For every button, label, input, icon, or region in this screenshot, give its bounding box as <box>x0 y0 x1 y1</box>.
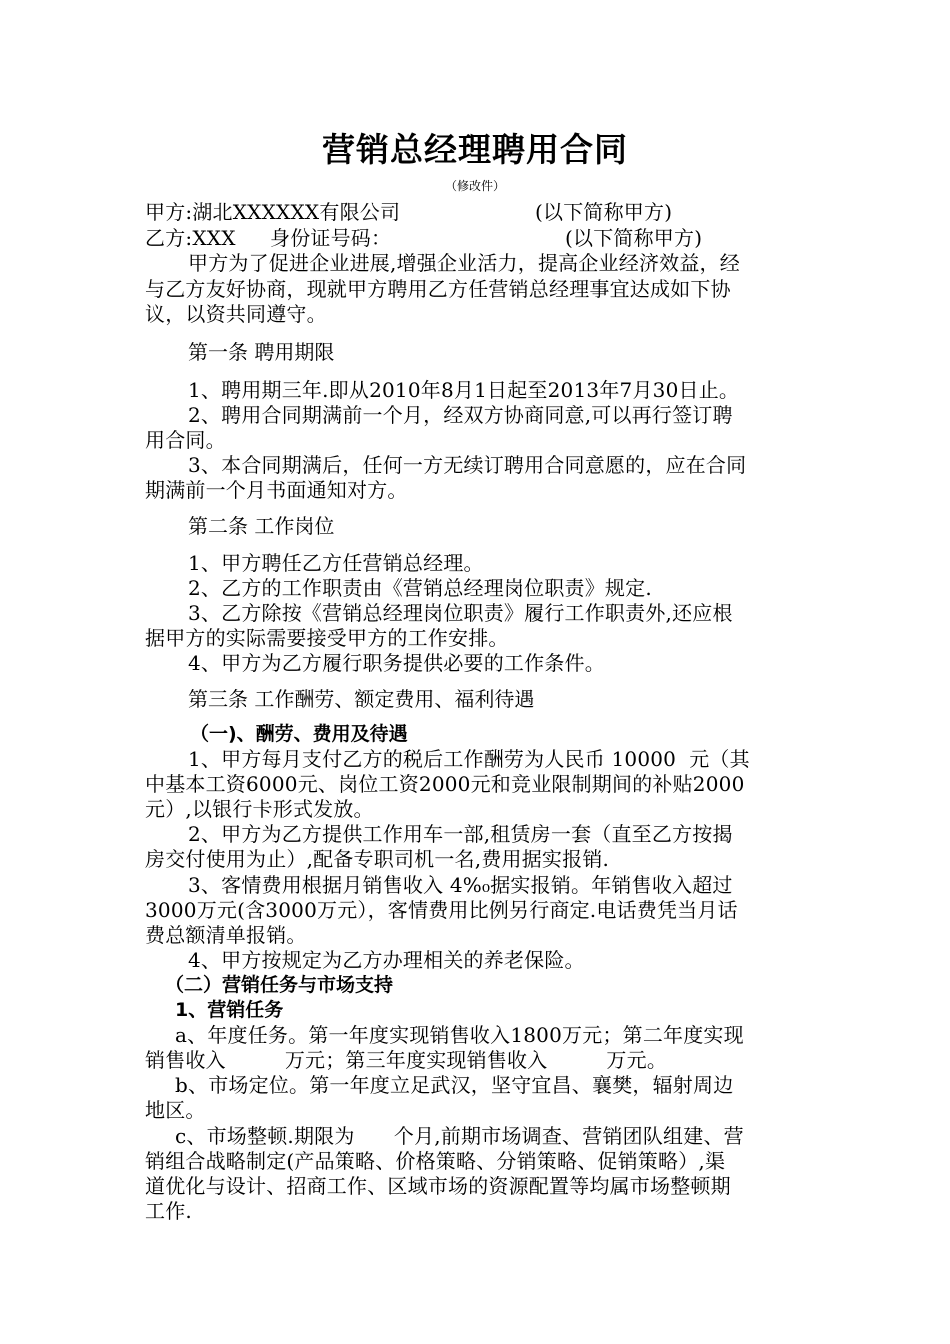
article1-line: 2、聘用合同期满前一个月，经双方协商同意,可以再行签订聘 <box>188 403 733 427</box>
party-b-name: 乙方:XXX <box>145 226 236 250</box>
article3-section1-line: 元）,以银行卡形式发放。 <box>145 797 374 821</box>
article2-heading: 第二条 工作岗位 <box>188 514 335 538</box>
article3-heading: 第三条 工作酬劳、额定费用、福利待遇 <box>188 687 535 711</box>
article1-heading: 第一条 聘用期限 <box>188 340 335 364</box>
document-subtitle: （修改件） <box>444 179 505 193</box>
article1-line: 3、本合同期满后，任何一方无续订聘用合同意愿的，应在合同 <box>188 453 747 477</box>
document-title: 营销总经理聘用合同 <box>322 130 628 169</box>
article3-section2-heading: （二）营销任务与市场支持 <box>165 974 394 996</box>
article2-line: 1、甲方聘任乙方任营销总经理。 <box>188 551 484 575</box>
article3-section1-heading: （一)、酬劳、费用及待遇 <box>190 723 408 745</box>
article3-section2-line: a、年度任务。第一年度实现销售收入1800万元；第二年度实现 <box>175 1023 744 1047</box>
preamble-line: 与乙方友好协商，现就甲方聘用乙方任营销总经理事宜达成如下协 <box>145 277 731 301</box>
article3-section2-line: 道优化与设计、招商工作、区域市场的资源配置等均属市场整顿期 <box>145 1174 731 1198</box>
article3-section1-line: 3000万元(含3000万元），客情费用比例另行商定.电话费凭当月话 <box>145 898 738 922</box>
article3-section2-line: 销售收入 万元；第三年度实现销售收入 万元。 <box>145 1048 668 1072</box>
article3-section1-line: 房交付使用为止）,配备专职司机一名,费用据实报销. <box>145 847 610 871</box>
preamble-line: 甲方为了促进企业进展,增强企业活力，提高企业经济效益，经 <box>188 251 740 275</box>
party-b-id-label: 身份证号码： <box>270 226 392 250</box>
article2-line: 3、乙方除按《营销总经理岗位职责》履行工作职责外,还应根 <box>188 601 733 625</box>
article2-line: 4、甲方为乙方履行职务提供必要的工作条件。 <box>188 651 605 675</box>
article3-section1-line: 中基本工资6000元、岗位工资2000元和竞业限制期间的补贴2000 <box>145 772 745 796</box>
article1-line: 用合同。 <box>145 428 226 452</box>
article3-section1-line: 2、甲方为乙方提供工作用车一部,租赁房一套（直至乙方按揭 <box>188 822 733 846</box>
article3-section2-line: c、市场整顿.期限为 个月,前期市场调查、营销团队组建、营 <box>175 1124 744 1148</box>
article3-section1-line: 4、甲方按规定为乙方办理相关的养老保险。 <box>188 948 585 972</box>
article3-section2-line: 工作. <box>145 1199 192 1223</box>
party-b-note: (以下简称甲方) <box>565 226 703 250</box>
article3-section1-line: 费总额清单报销。 <box>145 923 307 947</box>
article3-section2-line: b、市场定位。第一年度立足武汉，坚守宜昌、襄樊，辐射周边 <box>175 1073 734 1097</box>
article3-section2-subheading: 1、营销任务 <box>175 999 284 1021</box>
article3-section1-line: 3、客情费用根据月销售收入 4%₀据实报销。年销售收入超过 <box>188 873 733 897</box>
preamble-line: 议，以资共同遵守。 <box>145 302 327 326</box>
party-a-note: (以下简称甲方) <box>535 200 673 224</box>
article3-section2-line: 销组合战略制定(产品策略、价格策略、分销策略、促销策略）,渠 <box>145 1149 726 1173</box>
article2-line: 2、乙方的工作职责由《营销总经理岗位职责》规定. <box>188 576 652 600</box>
party-a-name: 甲方:湖北XXXXXX有限公司 <box>145 200 401 224</box>
article1-line: 1、聘用期三年.即从2010年8月1日起至2013年7月30日止。 <box>188 378 740 402</box>
article1-line: 期满前一个月书面通知对方。 <box>145 478 408 502</box>
article3-section1-line: 1、甲方每月支付乙方的税后工作酬劳为人民币 10000 元（其 <box>188 747 750 771</box>
article2-line: 据甲方的实际需要接受甲方的工作安排。 <box>145 626 509 650</box>
article3-section2-line: 地区。 <box>145 1098 206 1122</box>
